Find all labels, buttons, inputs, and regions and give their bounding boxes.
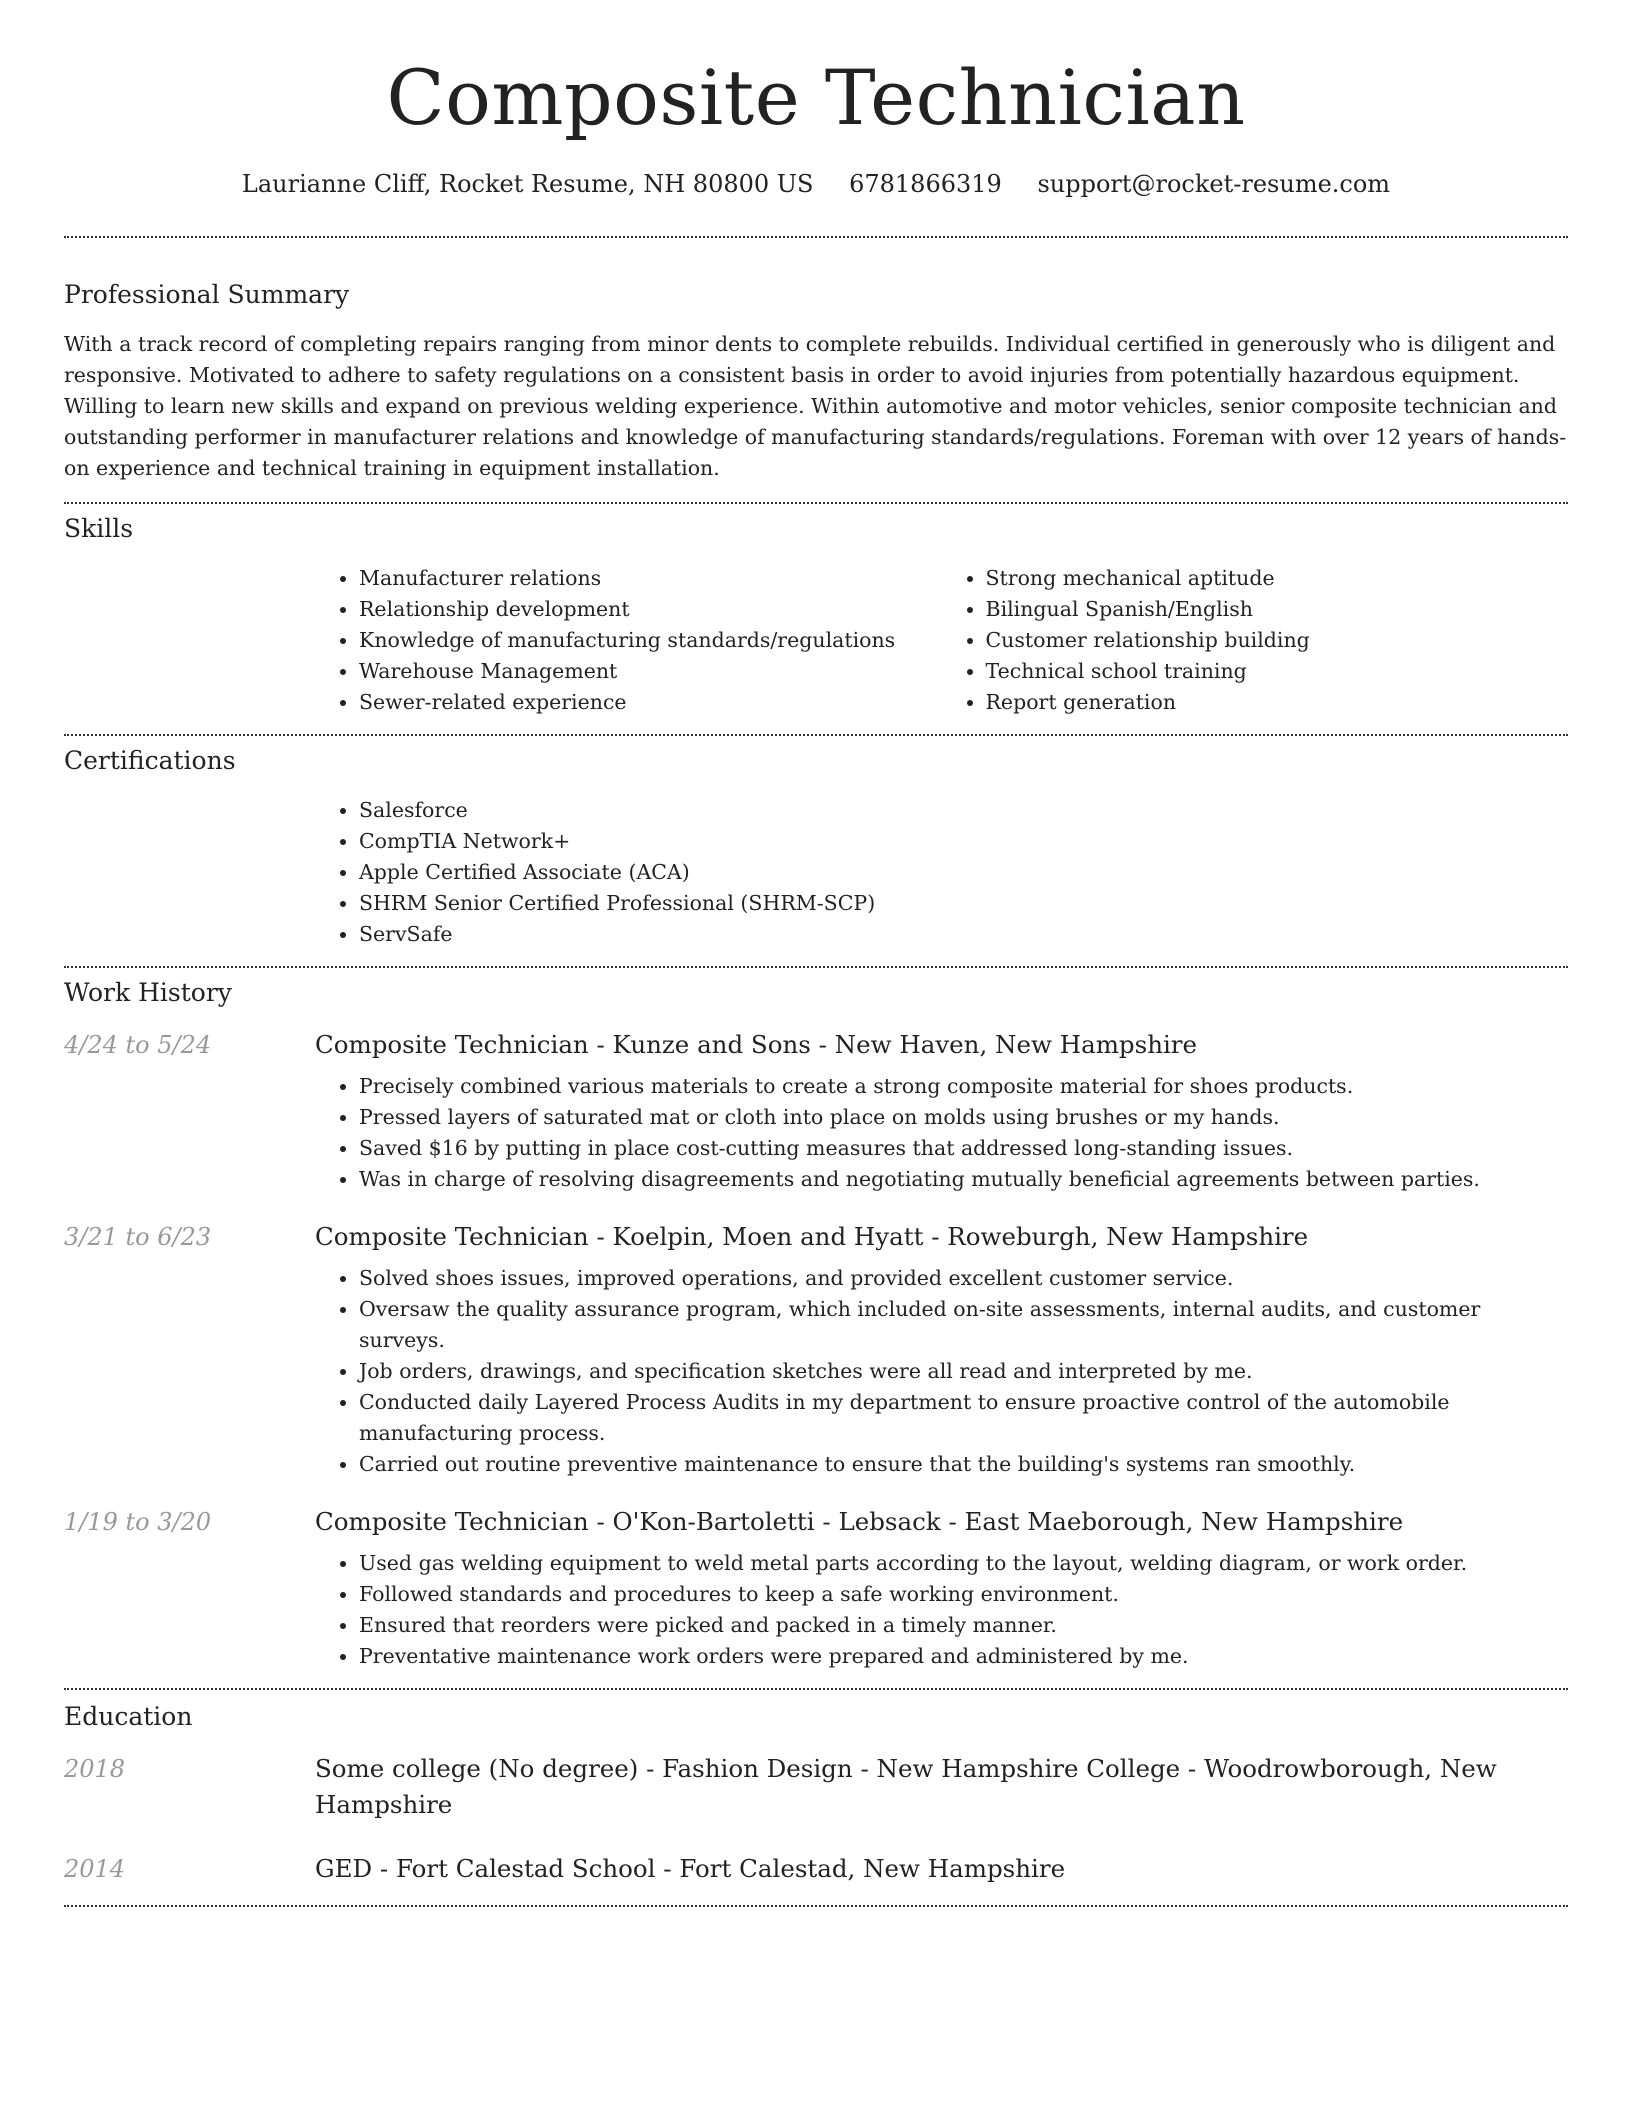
job-date: 1/19 to 3/20	[64, 1508, 212, 1536]
education-school: - Fort Calestad School - Fort Calestad, New Hampshire	[372, 1854, 1066, 1883]
job-title	[315, 1504, 1403, 1540]
job-role: Composite Technician	[315, 1030, 589, 1059]
skill-item: • Bilingual Spanish/English	[986, 594, 1569, 625]
resume-title: Composite Technician	[386, 53, 1246, 142]
certification-item: • Salesforce	[359, 795, 1568, 826]
job-bullet: • Was in charge of resolving disagreements and negotiating mutually beneficial agreements between parties.	[359, 1164, 1568, 1195]
certification-item: • CompTIA Network+	[359, 826, 1568, 857]
job-bullet: • Solved shoes issues, improved operations, and provided excellent customer service.	[359, 1263, 1568, 1294]
skill-item: • Relationship development	[359, 594, 942, 625]
certifications-section	[64, 736, 1568, 950]
education-entry	[64, 1751, 1568, 1823]
education-date: 2018	[64, 1755, 126, 1783]
skills-list-right	[942, 563, 1569, 718]
job-bullets	[315, 1548, 1568, 1672]
section-title-summary: Professional Summary	[64, 280, 350, 309]
education-title	[315, 1851, 1065, 1887]
job-bullets	[315, 1071, 1568, 1195]
job-bullet: • Ensured that reorders were picked and packed in a timely manner.	[359, 1610, 1568, 1641]
job-bullet: • Precisely combined various materials to create a strong composite material for shoes products.	[359, 1071, 1568, 1102]
skill-item: • Customer relationship building	[986, 625, 1569, 656]
certification-item: • Apple Certified Associate (ACA)	[359, 857, 1568, 888]
contact-email: support@rocket-resume.com	[1037, 170, 1391, 198]
job-bullet: • Oversaw the quality assurance program, which included on-site assessments, internal audits, and customer surveys.	[359, 1294, 1568, 1356]
education-degree: Some college (No degree) - Fashion Design	[315, 1754, 853, 1783]
skills-list-left	[315, 563, 942, 718]
job-bullet: • Job orders, drawings, and specification sketches were all read and interpreted by me.	[359, 1356, 1568, 1387]
education-date: 2014	[64, 1855, 126, 1883]
job-title	[315, 1027, 1197, 1063]
education-entry	[64, 1851, 1568, 1887]
skill-item: • Technical school training	[986, 656, 1569, 687]
work-history-section	[64, 968, 1568, 1672]
job-bullet: • Used gas welding equipment to weld metal parts according to the layout, welding diagram, or work order.	[359, 1548, 1568, 1579]
job-employer: - Koelpin, Moen and Hyatt - Roweburgh, New Hampshire	[588, 1222, 1309, 1251]
job-employer: - Kunze and Sons - New Haven, New Hampshire	[588, 1030, 1198, 1059]
section-title-skills: Skills	[64, 514, 134, 543]
skill-item: • Knowledge of manufacturing standards/regulations	[359, 625, 942, 656]
education-school: - New Hampshire College - Woodrowborough, New Hampshire	[315, 1754, 1497, 1819]
contact-line	[64, 170, 1568, 198]
job-employer: - O'Kon-Bartoletti - Lebsack - East Maeborough, New Hampshire	[588, 1507, 1404, 1536]
divider	[64, 1905, 1568, 1907]
job-title	[315, 1219, 1308, 1255]
job-bullet: • Carried out routine preventive maintenance to ensure that the building's systems ran smoothly.	[359, 1449, 1568, 1480]
education-degree: GED	[315, 1854, 373, 1883]
section-title-certifications: Certifications	[64, 746, 236, 775]
job-role: Composite Technician	[315, 1222, 589, 1251]
skill-item: • Warehouse Management	[359, 656, 942, 687]
job-date: 3/21 to 6/23	[64, 1223, 212, 1251]
summary-text: With a track record of completing repairs ranging from minor dents to complete rebuilds. Individual certified in generously who is diligent and responsive. Motivated to adhere to safety regulations on a consistent basis in order to avoid injuries from potentially hazardous equipment. Willing to learn new skills and expand on previous welding experience. Within automotive and motor vehicles, senior composite technician and outstanding performer in manufacturer relations and knowledge of manufacturing standards/regulations. Foreman with over 12 years of hands-on experience and technical training in equipment installation.	[64, 332, 1567, 480]
job-bullet: • Saved $16 by putting in place cost-cutting measures that addressed long-standing issues.	[359, 1133, 1568, 1164]
section-title-work-history: Work History	[64, 978, 232, 1007]
job-bullet: • Preventative maintenance work orders were prepared and administered by me.	[359, 1641, 1568, 1672]
summary-section	[64, 238, 1568, 484]
certification-item: • ServSafe	[359, 919, 1568, 950]
job-bullets	[315, 1263, 1568, 1480]
certifications-list	[315, 795, 1568, 950]
contact-phone: 6781866319	[849, 170, 1002, 198]
job-bullet: • Followed standards and procedures to keep a safe working environment.	[359, 1579, 1568, 1610]
section-title-education: Education	[64, 1702, 193, 1731]
education-title	[315, 1751, 1567, 1823]
job-bullet: • Pressed layers of saturated mat or cloth into place on molds using brushes or my hands.	[359, 1102, 1568, 1133]
contact-address: Laurianne Cliff, Rocket Resume, NH 80800 US	[241, 170, 814, 198]
certification-item: • SHRM Senior Certified Professional (SHRM-SCP)	[359, 888, 1568, 919]
job-bullet: • Conducted daily Layered Process Audits in my department to ensure proactive control of the automobile manufacturing process.	[359, 1387, 1568, 1449]
job-date: 4/24 to 5/24	[64, 1031, 212, 1059]
job-entry	[64, 1219, 1568, 1480]
skill-item: • Sewer-related experience	[359, 687, 942, 718]
skill-item: • Report generation	[986, 687, 1569, 718]
skills-grid	[315, 563, 1568, 718]
job-entry	[64, 1504, 1568, 1672]
skills-section	[64, 504, 1568, 718]
skill-item: • Manufacturer relations	[359, 563, 942, 594]
education-section	[64, 1690, 1568, 1887]
skill-item: • Strong mechanical aptitude	[986, 563, 1569, 594]
job-entry	[64, 1027, 1568, 1195]
job-role: Composite Technician	[315, 1507, 589, 1536]
